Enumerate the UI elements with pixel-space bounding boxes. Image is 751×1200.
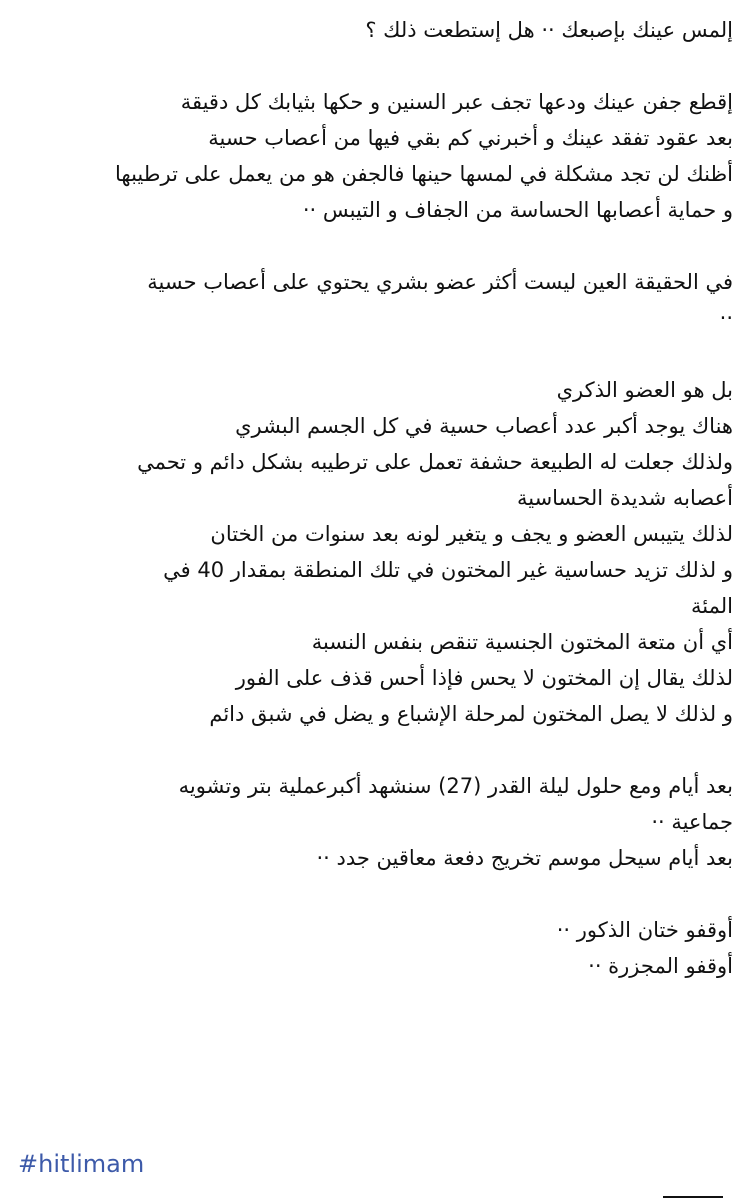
post-line: أوقفو المجزرة ··	[588, 954, 733, 978]
paragraph-gap	[18, 732, 733, 768]
post-line: لذلك يقال إن المختون لا يحس فإذا أحس قذف على الفور	[235, 666, 733, 690]
post-line: إلمس عينك بإصبعك ·· هل إستطعت ذلك ؟	[365, 18, 733, 42]
post-line: هناك يوجد أكبر عدد أعصاب حسية في كل الجسم البشري	[235, 414, 733, 438]
post-line: لذلك يتيبس العضو و يجف و يتغير لونه بعد سنوات من الختان	[210, 522, 733, 546]
post-line: أوقفو ختان الذكور ··	[556, 918, 733, 942]
post-line: و حماية أعصابها الحساسة من الجفاف و التيبس ··	[302, 198, 733, 222]
paragraph-gap	[18, 876, 733, 912]
paragraph-gap	[18, 48, 733, 84]
post-line: و لذلك لا يصل المختون لمرحلة الإشباع و يضل في شبق دائم	[209, 702, 733, 726]
post-line: أظنك لن تجد مشكلة في لمسها حينها فالجفن هو من يعمل على ترطيبها	[115, 162, 733, 186]
post-line: المئة	[691, 594, 733, 618]
post-line: أعصابه شديدة الحساسية	[516, 486, 733, 510]
hashtag-link[interactable]: #hitlimam	[18, 1150, 145, 1178]
post-line: أي أن متعة المختون الجنسية تنقص بنفس النسبة	[311, 630, 733, 654]
post-body	[18, 12, 733, 984]
paragraph-gap	[18, 228, 733, 264]
post-line: بعد أيام ومع حلول ليلة القدر (27) سنشهد أكبرعملية بتر وتشويه	[178, 774, 733, 798]
post-line: جماعية ··	[651, 810, 733, 834]
post-line: و لذلك تزيد حساسية غير المختون في تلك المنطقة بمقدار 40 في	[163, 558, 733, 582]
cut-off-text-fragment	[663, 1190, 723, 1200]
post-line: بل هو العضو الذكري	[556, 378, 733, 402]
post-line: ··	[719, 306, 733, 330]
post-line: بعد أيام سيحل موسم تخريج دفعة معاقين جدد ··	[316, 846, 733, 870]
post-line: في الحقيقة العين ليست أكثر عضو بشري يحتوي على أعصاب حسية	[147, 270, 733, 294]
post-line: ولذلك جعلت له الطبيعة حشفة تعمل على ترطيبه بشكل دائم و تحمي	[137, 450, 733, 474]
post-line: بعد عقود تفقد عينك و أخبرني كم بقي فيها من أعصاب حسية	[208, 126, 733, 150]
paragraph-gap	[18, 336, 733, 372]
post-line: إقطع جفن عينك ودعها تجف عبر السنين و حكها بثيابك كل دقيقة	[180, 90, 733, 114]
